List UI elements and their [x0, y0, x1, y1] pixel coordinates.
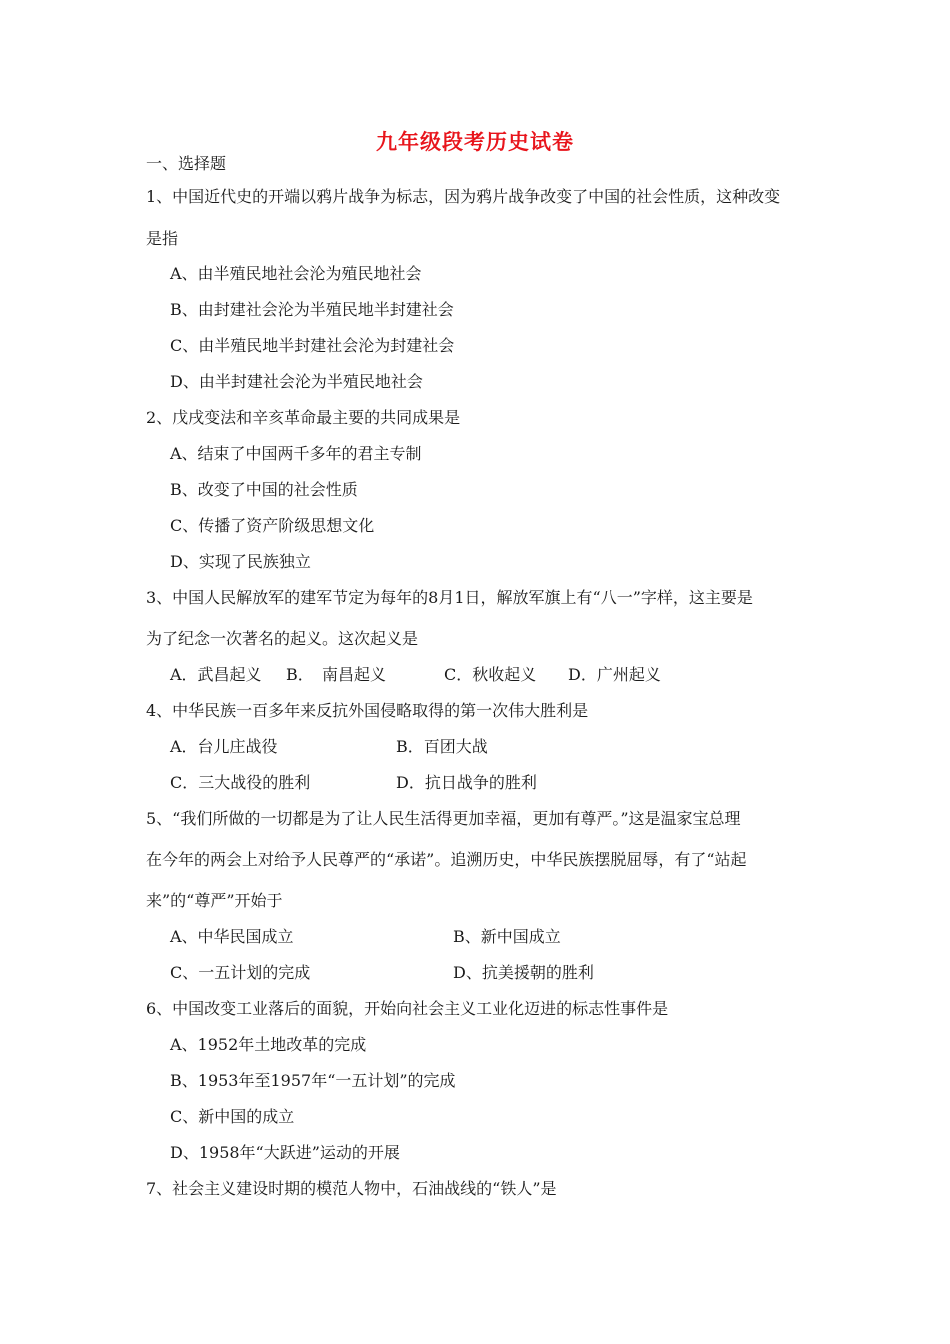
question-2-stem: 2、戊戌变法和辛亥革命最主要的共同成果是	[146, 408, 461, 427]
q2-option-d: D、实现了民族独立	[170, 552, 311, 571]
q6-option-b: B、1953年至1957年“一五计划”的完成	[170, 1071, 456, 1090]
q5-option-d: D、抗美援朝的胜利	[453, 963, 594, 982]
q3-option-b-label: B．	[286, 665, 314, 684]
question-7-stem: 7、社会主义建设时期的模范人物中，石油战线的“铁人”是	[146, 1179, 557, 1198]
q4-option-d: D．抗日战争的胜利	[396, 773, 537, 792]
q6-option-d: D、1958年“大跃进”运动的开展	[170, 1143, 400, 1162]
q1-option-a: A、由半殖民地社会沦为殖民地社会	[170, 264, 422, 283]
question-5-stem-cont: 在今年的两会上对给予人民尊严的“承诺”。追溯历史，中华民族摆脱屈辱，有了“站起	[146, 850, 747, 869]
q3-option-c: C．秋收起义	[444, 665, 537, 684]
q4-option-c: C．三大战役的胜利	[170, 773, 311, 792]
question-5-stem: 5、“我们所做的一切都是为了让人民生活得更加幸福，更加有尊严。”这是温家宝总理	[146, 809, 741, 828]
question-1-stem: 1、中国近代史的开端以鸦片战争为标志，因为鸦片战争改变了中国的社会性质，这种改变	[146, 187, 781, 206]
question-6-stem: 6、中国改变工业落后的面貌，开始向社会主义工业化迈进的标志性事件是	[146, 999, 669, 1018]
q4-option-a: A．台儿庄战役	[170, 737, 278, 756]
question-3-stem: 3、中国人民解放军的建军节定为每年的8月1日，解放军旗上有“八一”字样，这主要是	[146, 588, 753, 607]
q3-option-d: D．广州起义	[568, 665, 661, 684]
q1-option-b: B、由封建社会沦为半殖民地半封建社会	[170, 300, 454, 319]
q6-option-a: A、1952年土地改革的完成	[170, 1035, 367, 1054]
q1-option-c: C、由半殖民地半封建社会沦为封建社会	[170, 336, 455, 355]
q6-option-c: C、新中国的成立	[170, 1107, 295, 1126]
q3-option-b-text: 南昌起义	[322, 665, 387, 684]
q3-option-a: A．武昌起义	[170, 665, 262, 684]
exam-title: 九年级段考历史试卷	[376, 129, 574, 154]
section-heading: 一、选择题	[146, 154, 227, 173]
q5-option-b: B、新中国成立	[453, 927, 561, 946]
q4-option-b: B．百团大战	[396, 737, 488, 756]
question-3-stem-cont: 为了纪念一次著名的起义。这次起义是	[146, 629, 419, 648]
question-1-stem-cont: 是指	[146, 229, 179, 248]
q5-option-a: A、中华民国成立	[170, 927, 294, 946]
q2-option-a: A、结束了中国两千多年的君主专制	[170, 444, 422, 463]
q2-option-b: B、改变了中国的社会性质	[170, 480, 358, 499]
question-4-stem: 4、中华民族一百多年来反抗外国侵略取得的第一次伟大胜利是	[146, 701, 589, 720]
question-5-stem-cont2: 来”的“尊严”开始于	[146, 891, 283, 910]
q2-option-c: C、传播了资产阶级思想文化	[170, 516, 375, 535]
q1-option-d: D、由半封建社会沦为半殖民地社会	[170, 372, 423, 391]
q5-option-c: C、一五计划的完成	[170, 963, 311, 982]
